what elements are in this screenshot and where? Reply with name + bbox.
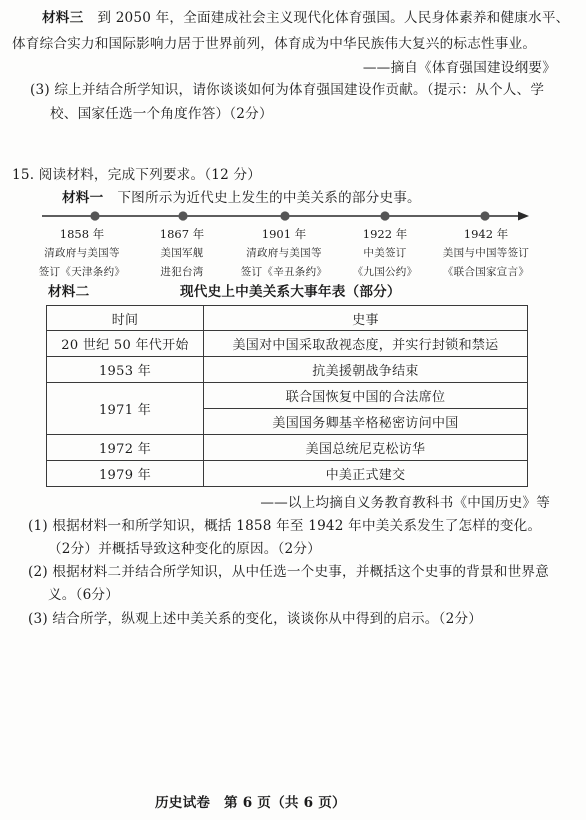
material3-text-line2: 体育综合实力和国际影响力居于世界前列，体育成为中华民族伟大复兴的标志性事业。 [12, 36, 537, 52]
table-header-time: 时间 [47, 306, 204, 331]
table-header-event: 史事 [204, 306, 528, 331]
table-cell-time: 1953 年 [47, 357, 204, 383]
timeline-desc-line2: 签订《辛丑条约》 [240, 266, 328, 278]
timeline-desc-line2: 《九国公约》 [352, 266, 418, 278]
q14-3-line2: 校、国家任选一个角度作答）（2分） [50, 106, 273, 122]
material3-text-line1: 到 2050 年，全面建成社会主义现代化体育强国。人民身体素养和健康水平、 [97, 10, 570, 26]
timeline-year: 1867 年 [159, 227, 205, 241]
material3-line1 [42, 9, 569, 27]
timeline-year: 1901 年 [261, 227, 307, 241]
timeline-desc-line1: 美国与中国等签订 [442, 247, 530, 259]
timeline-dot-1858 [90, 211, 99, 220]
material1-label: 材料一 [62, 190, 104, 206]
timeline-desc-line1: 美国军舰 [160, 247, 204, 259]
material2-label: 材料二 [48, 284, 90, 300]
q14-3-line1: (3) 综上并结合所学知识，请你谈谈如何为体育强国建设作贡献。（提示：从个人、学 [30, 82, 545, 98]
timeline-year: 1942 年 [463, 227, 509, 241]
q15-2-line1: (2) 根据材料二并结合所学知识，从中任选一个史事，并概括这个史事的背景和世界意 [28, 564, 549, 580]
table-cell-event: 美国总统尼克松访华 [204, 435, 528, 461]
timeline-dot-1922 [380, 211, 389, 220]
table-cell-event: 联合国恢复中国的合法席位 [204, 383, 528, 409]
table-row [47, 331, 528, 357]
table-cell-event: 中美正式建交 [204, 461, 528, 487]
timeline-desc-line1: 清政府与美国等 [44, 247, 120, 259]
material1-text: 下图所示为近代史上发生的中美关系的部分史事。 [117, 190, 421, 206]
material3-source: ——摘自《体育强国建设纲要》 [362, 60, 556, 76]
table-row [47, 357, 528, 383]
timeline-desc-line2: 进犯台湾 [160, 266, 204, 278]
timeline-arrow-icon [518, 212, 529, 221]
timeline-desc-line1: 清政府与美国等 [246, 247, 322, 259]
material2-title: 现代史上中美关系大事年表（部分） [180, 284, 401, 300]
q15-heading: 15. 阅读材料，完成下列要求。（12 分） [12, 167, 262, 183]
q15-2-line2: 义。（6分） [48, 587, 120, 603]
table-row [47, 383, 528, 409]
table-cell-time: 1972 年 [47, 435, 204, 461]
timeline-dot-1942 [480, 211, 489, 220]
page-footer: 历史试卷 第 6 页（共 6 页） [155, 795, 346, 811]
table-cell-event: 美国国务卿基辛格秘密访问中国 [204, 409, 528, 435]
q15-3-line1: (3) 结合所学，纵观上述中美关系的变化，谈谈你从中得到的启示。（2分） [28, 611, 483, 627]
table-cell-time: 1971 年 [47, 383, 204, 435]
table-cell-event: 美国对中国采取敌视态度，并实行封锁和禁运 [204, 331, 528, 357]
table-row [47, 461, 528, 487]
q15-1-line1: (1) 根据材料一和所学知识，概括 1858 年至 1942 年中美关系发生了怎样的变化。 [28, 518, 542, 534]
table-cell-time: 20 世纪 50 年代开始 [47, 331, 204, 357]
material2-source: ——以上均摘自义务教育教科书《中国历史》等 [260, 495, 550, 511]
material3-label: 材料三 [42, 10, 84, 26]
timeline-desc-line1: 中美签订 [363, 247, 407, 259]
table-cell-time: 1979 年 [47, 461, 204, 487]
material1-intro [62, 189, 421, 207]
timeline-desc-line2: 签订《天津条约》 [38, 266, 126, 278]
table-row [47, 435, 528, 461]
timeline-dot-1867 [178, 211, 187, 220]
timeline-event [426, 226, 546, 280]
timeline-year: 1858 年 [59, 227, 105, 241]
table-cell-event: 抗美援朝战争结束 [204, 357, 528, 383]
timeline-dot-1901 [280, 211, 289, 220]
chronology-table [46, 305, 528, 487]
q15-1-line2: （2分）并概括导致这种变化的原因。（2分） [48, 541, 321, 557]
timeline-desc-line2: 《联合国家宣言》 [442, 266, 530, 278]
table-header-row [47, 306, 528, 331]
timeline-axis [0, 206, 586, 226]
timeline-year: 1922 年 [362, 227, 408, 241]
